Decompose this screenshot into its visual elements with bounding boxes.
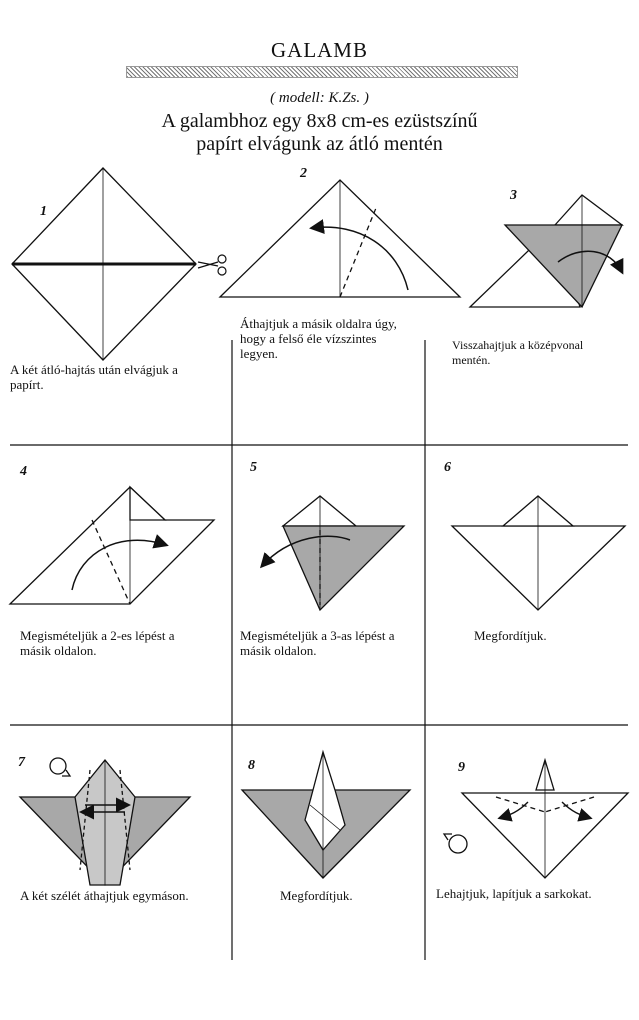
triangle-body xyxy=(452,526,625,610)
turn-over-icon xyxy=(444,834,467,853)
step-number: 3 xyxy=(510,188,517,203)
caption-line: legyen. xyxy=(240,346,278,361)
caption-line: A két szélét áthajtjuk egymáson. xyxy=(20,888,189,903)
step-number: 1 xyxy=(40,204,47,219)
step-number: 5 xyxy=(250,460,257,475)
scissors-icon xyxy=(198,255,226,275)
caption-line: Visszahajtjuk a középvonal xyxy=(452,338,584,352)
step-5-diagram xyxy=(262,496,404,610)
caption-line: Lehajtjuk, lapítjuk a sarkokat. xyxy=(436,886,592,901)
caption-line: Megismételjük a 2-es lépést a xyxy=(20,628,175,643)
caption-line: hogy a felső éle vízszintes xyxy=(240,331,377,346)
top-point xyxy=(555,195,622,225)
step-8-diagram xyxy=(242,752,410,878)
step-7-diagram xyxy=(20,758,190,885)
intro-line: papírt elvágunk az átló mentén xyxy=(196,133,443,155)
intro-line: A galambhoz egy 8x8 cm-es ezüstszínű xyxy=(161,110,478,132)
step-4-caption xyxy=(20,628,230,658)
caption-line: mentén. xyxy=(452,353,491,367)
step-3-caption xyxy=(452,338,632,368)
left-flap xyxy=(10,487,214,604)
step-number: 8 xyxy=(248,758,255,773)
step-4-diagram xyxy=(10,487,214,604)
caption-line: Megismételjük a 3-as lépést a xyxy=(240,628,395,643)
step-3-diagram xyxy=(470,195,622,307)
step-number: 7 xyxy=(18,755,25,770)
step-9-caption xyxy=(436,886,631,901)
step-number: 9 xyxy=(458,760,465,775)
caption-line: Megfordítjuk. xyxy=(474,628,547,643)
caption-line: papírt. xyxy=(10,377,44,392)
step-6-diagram xyxy=(452,496,625,610)
model-credit: ( modell: K.Zs. ) xyxy=(270,90,369,106)
step-9-diagram xyxy=(444,760,628,878)
page-title: GALAMB xyxy=(270,38,368,62)
step-7-caption xyxy=(20,888,230,903)
turn-over-icon xyxy=(50,758,70,776)
step-1-caption xyxy=(10,362,225,392)
step-number: 6 xyxy=(444,460,451,475)
caption-line: A két átló-hajtás után elvágjuk a xyxy=(10,362,178,377)
step-6-caption xyxy=(474,628,624,643)
step-number: 4 xyxy=(20,464,27,479)
caption-line: másik oldalon. xyxy=(20,643,97,658)
caption-line: másik oldalon. xyxy=(240,643,317,658)
caption-line: Megfordítjuk. xyxy=(280,888,353,903)
step-2-diagram xyxy=(220,180,460,297)
step-8-caption xyxy=(280,888,420,903)
step-number: 2 xyxy=(300,166,307,181)
step-2-caption xyxy=(240,316,420,361)
step-1-diagram xyxy=(12,168,226,360)
caption-line: Áthajtjuk a másik oldalra úgy, xyxy=(240,316,397,331)
step-5-caption xyxy=(240,628,425,658)
